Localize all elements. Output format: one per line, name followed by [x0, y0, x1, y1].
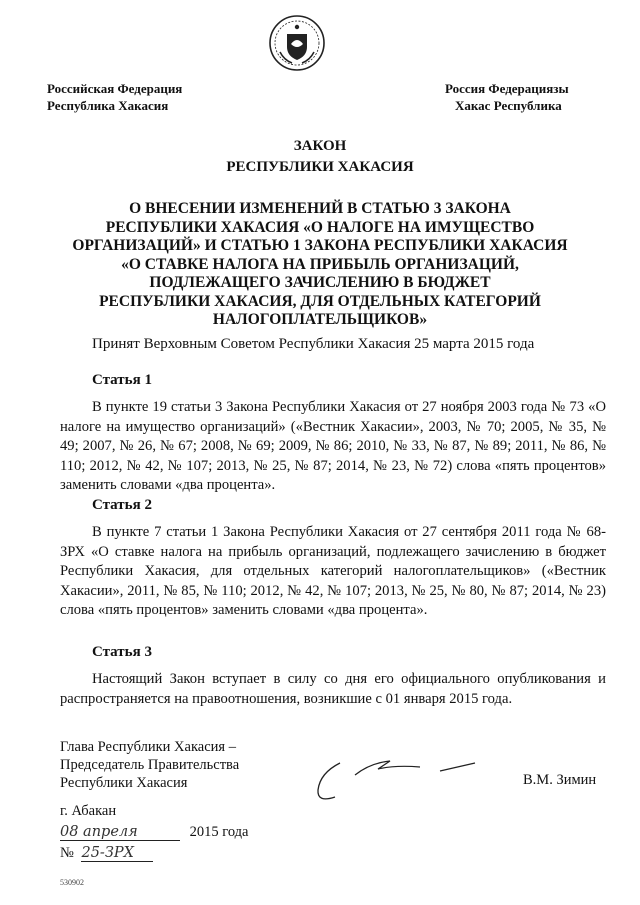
header-left — [47, 80, 182, 114]
coat-of-arms-icon — [268, 14, 326, 72]
subject-line: РЕСПУБЛИКИ ХАКАСИЯ «О НАЛОГЕ НА ИМУЩЕСТВО — [105, 218, 535, 236]
date-suffix: 2015 года — [189, 824, 249, 840]
article-1-text: В пункте 19 статьи 3 Закона Республики Хакасия от 27 ноября 2003 года № 73 «О налоге на имущество организаций» («Вестник Хакасии», 2003, № 70; 2005, № 35, № 49; 2007, № 26, № 67; 2008, № 69; 2009, № 86; 2010, № 33, № 87, № 89; 2011, № 86, № 110; 2012, № 42, № 107; 2013, № 25, № 87; 2014, № 23, № 72) слова «пять процентов» заменить словами «два процента». — [60, 399, 606, 494]
law-subject — [60, 200, 580, 330]
document-code: 530902 — [60, 878, 84, 887]
header-left-line1: Российская Федерация — [47, 81, 183, 96]
signatory-name: В.М. Зимин — [523, 772, 597, 788]
law-number — [60, 845, 153, 862]
law-title: ЗАКОН — [293, 138, 347, 154]
signatory-title — [60, 738, 239, 792]
article-3-heading: Статья 3 — [92, 644, 152, 660]
date-handwritten: 08 апреля — [60, 824, 180, 841]
article-2-text: В пункте 7 статьи 1 Закона Республики Хакасия от 27 сентября 2011 года № 68-ЗРХ «О ставке налога на прибыль организаций, подлежащего зачислению в бюджет Республики Хакасия, для отдельных категорий налогоплательщиков» («Вестник Хакасии», 2011, № 85, № 110; 2012, № 42, № 107; 2013, № 25, № 80, № 87; 2014, № 23) слова «пять процентов» заменить словами «два процента». — [60, 524, 606, 619]
header-left-line2: Республика Хакасия — [47, 98, 169, 113]
header-right — [445, 80, 569, 114]
handwritten-signature — [300, 745, 500, 815]
number-handwritten: 25-ЗРХ — [81, 845, 153, 862]
subject-line: РЕСПУБЛИКИ ХАКАСИЯ, ДЛЯ ОТДЕЛЬНЫХ КАТЕГОРИЙ — [99, 292, 541, 310]
subject-line: О ВНЕСЕНИИ ИЗМЕНЕНИЙ В СТАТЬЮ 3 ЗАКОНА — [129, 200, 511, 217]
subject-line: ПОДЛЕЖАЩЕГО ЗАЧИСЛЕНИЮ В БЮДЖЕТ — [149, 274, 491, 291]
law-title-republic: РЕСПУБЛИКИ ХАКАСИЯ — [226, 159, 414, 175]
adoption-statement: Принят Верховным Советом Республики Хакасия 25 марта 2015 года — [92, 336, 535, 352]
article-1-heading: Статья 1 — [92, 372, 152, 388]
header-right-line1: Россия Федерациязы — [445, 81, 569, 96]
article-2-heading: Статья 2 — [92, 497, 152, 513]
signatory-line3: Республики Хакасия — [60, 775, 188, 791]
number-prefix: № — [60, 845, 74, 861]
signatory-line2: Председатель Правительства — [60, 757, 240, 773]
header-right-line2: Хакас Республика — [455, 98, 562, 113]
subject-line: «О СТАВКЕ НАЛОГА НА ПРИБЫЛЬ ОРГАНИЗАЦИЙ, — [121, 255, 519, 273]
article-3-text: Настоящий Закон вступает в силу со дня его официального опубликования и распространяется на правоотношения, возникшие с 01 января 2015 года. — [60, 671, 606, 707]
place-of-signing: г. Абакан — [60, 803, 117, 819]
signing-date — [60, 824, 248, 841]
signatory-line1: Глава Республики Хакасия – — [60, 739, 236, 755]
subject-line: НАЛОГОПЛАТЕЛЬЩИКОВ» — [212, 311, 428, 328]
subject-line: ОРГАНИЗАЦИЙ» И СТАТЬЮ 1 ЗАКОНА РЕСПУБЛИКИ ХАКАСИЯ — [72, 237, 568, 254]
